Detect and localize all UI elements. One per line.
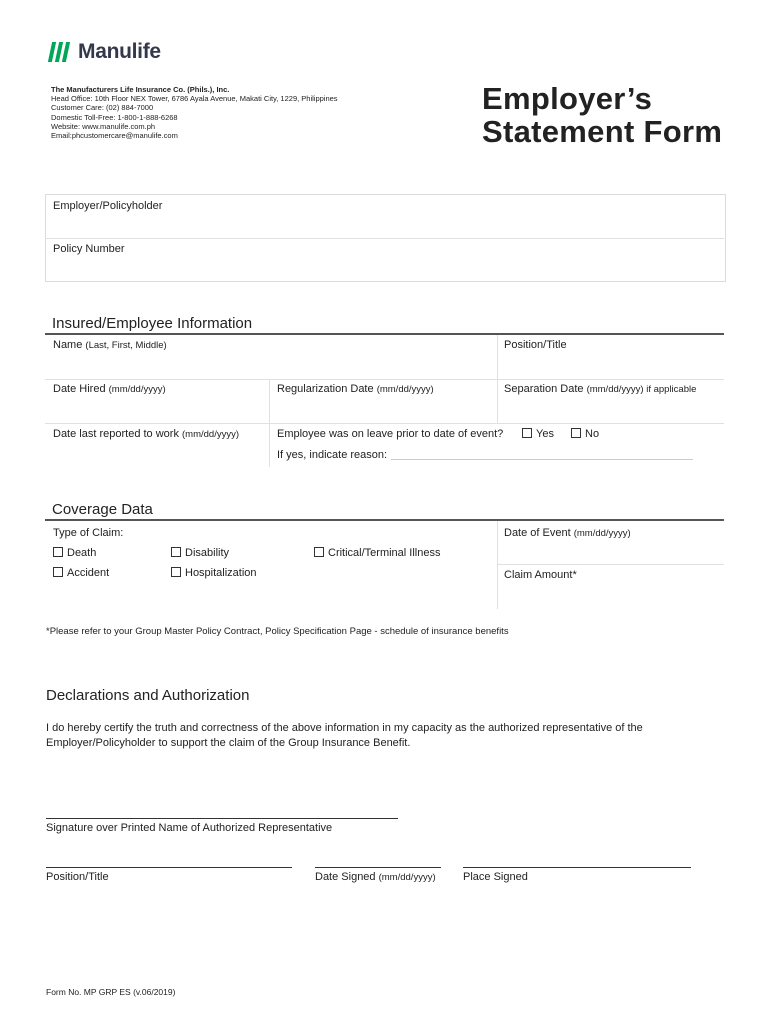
- claim-amount-field[interactable]: Claim Amount*: [504, 569, 577, 581]
- email: Email:phcustomercare@manulife.com: [51, 131, 178, 141]
- regularization-field[interactable]: [277, 383, 434, 395]
- checkbox-icon: [53, 547, 63, 557]
- form-title-line1: Employer’s: [482, 81, 653, 116]
- declaration-line-2: Employer/Policyholder to support the claim of the Group Insurance Benefit.: [46, 737, 411, 749]
- leave-yes-checkbox[interactable]: [522, 428, 554, 440]
- no-label: No: [585, 428, 600, 440]
- company-name: The Manufacturers Life Insurance Co. (Phils.), Inc.: [51, 85, 230, 94]
- name-label: Name: [53, 339, 83, 351]
- last-reported-hint: (mm/dd/yyyy): [182, 429, 240, 440]
- checkbox-icon: [171, 547, 181, 557]
- hospitalization-label: Hospitalization: [185, 567, 257, 579]
- name-hint: (Last, First, Middle): [85, 340, 167, 351]
- manulife-logo-icon: [50, 42, 68, 62]
- employer-divider: [46, 238, 724, 239]
- checkbox-icon: [571, 428, 581, 438]
- disability-label: Disability: [185, 547, 230, 559]
- accident-label: Accident: [67, 567, 110, 579]
- declaration-line-1: I do hereby certify the truth and correctness of the above information in my capacity as the authorized representative of the: [46, 722, 643, 734]
- position-signature-line[interactable]: [46, 867, 292, 868]
- checkbox-icon: [53, 567, 63, 577]
- checkbox-icon: [171, 567, 181, 577]
- coverage-rule: [45, 519, 724, 521]
- company-info: [51, 85, 338, 140]
- head-office: Head Office: 10th Floor NEX Tower, 6786 Ayala Avenue, Makati City, 1229, Philippines: [51, 94, 338, 104]
- insured-vline-3: [497, 379, 498, 423]
- form-number: Form No. MP GRP ES (v.06/2019): [46, 987, 176, 997]
- leave-question: Employee was on leave prior to date of event?: [277, 428, 504, 440]
- regularization-hint: (mm/dd/yyyy): [376, 384, 434, 395]
- position-signature-label: Position/Title: [46, 871, 109, 883]
- date-signed-line[interactable]: [315, 867, 441, 868]
- yes-label: Yes: [536, 428, 554, 440]
- insured-vline-1: [497, 335, 498, 379]
- separation-hint: (mm/dd/yyyy) if applicable: [586, 384, 697, 395]
- death-label: Death: [67, 547, 97, 559]
- toll-free: Domestic Toll-Free: 1-800-1-888-6268: [51, 112, 178, 122]
- date-signed-hint: (mm/dd/yyyy): [378, 872, 436, 883]
- checkbox-icon: [522, 428, 532, 438]
- critical-label: Critical/Terminal Illness: [328, 547, 441, 559]
- form-title: [482, 82, 722, 148]
- claim-critical-checkbox[interactable]: [314, 547, 440, 559]
- last-reported-label: Date last reported to work: [53, 428, 179, 440]
- insured-hline-2: [45, 423, 724, 424]
- coverage-footnote: *Please refer to your Group Master Policy Contract, Policy Specification Page - schedule of insurance benefits: [46, 626, 509, 637]
- claim-hospitalization-checkbox[interactable]: [171, 567, 257, 579]
- date-hired-label: Date Hired: [53, 383, 106, 395]
- insured-section-title: Insured/Employee Information: [52, 315, 253, 332]
- insured-hline-1: [45, 379, 724, 380]
- checkbox-icon: [314, 547, 324, 557]
- reason-label: If yes, indicate reason:: [277, 449, 388, 461]
- last-reported-field[interactable]: [53, 428, 239, 440]
- insured-rule: [45, 333, 724, 335]
- separation-field[interactable]: [504, 383, 696, 395]
- date-signed-label: Date Signed: [315, 871, 376, 883]
- separation-label: Separation Date: [504, 383, 584, 395]
- declaration-text: [46, 721, 643, 751]
- regularization-label: Regularization Date: [277, 383, 374, 395]
- policy-number-field[interactable]: Policy Number: [53, 243, 125, 255]
- coverage-vline: [497, 521, 498, 609]
- date-hired-field[interactable]: [53, 383, 166, 395]
- claim-accident-checkbox[interactable]: [53, 567, 109, 579]
- date-event-hint: (mm/dd/yyyy): [573, 528, 631, 539]
- customer-care: Customer Care: (02) 884-7000: [51, 103, 154, 113]
- claim-type-label: Type of Claim:: [53, 527, 124, 539]
- position-field[interactable]: Position/Title: [504, 339, 567, 351]
- employer-field[interactable]: Employer/Policyholder: [53, 200, 163, 212]
- website: Website: www.manulife.com.ph: [51, 121, 156, 131]
- date-hired-hint: (mm/dd/yyyy): [108, 384, 166, 395]
- coverage-hline: [497, 564, 724, 565]
- coverage-section-title: Coverage Data: [52, 501, 153, 518]
- claim-death-checkbox[interactable]: [53, 547, 96, 559]
- declarations-section-title: Declarations and Authorization: [46, 687, 250, 704]
- date-event-field[interactable]: [504, 527, 631, 539]
- name-field[interactable]: [53, 339, 167, 351]
- manulife-logo: [50, 40, 161, 64]
- reason-input-line[interactable]: [391, 459, 693, 460]
- place-signed-line[interactable]: [463, 867, 691, 868]
- signature-label: Signature over Printed Name of Authorized Representative: [46, 822, 333, 834]
- date-event-label: Date of Event: [504, 527, 571, 539]
- form-title-line2: Statement Form: [482, 114, 723, 149]
- signature-line[interactable]: [46, 818, 398, 819]
- leave-no-checkbox[interactable]: [571, 428, 599, 440]
- brand-name: Manulife: [78, 40, 161, 63]
- claim-disability-checkbox[interactable]: [171, 547, 229, 559]
- place-signed-label: Place Signed: [463, 871, 528, 883]
- date-signed-field: [315, 871, 436, 883]
